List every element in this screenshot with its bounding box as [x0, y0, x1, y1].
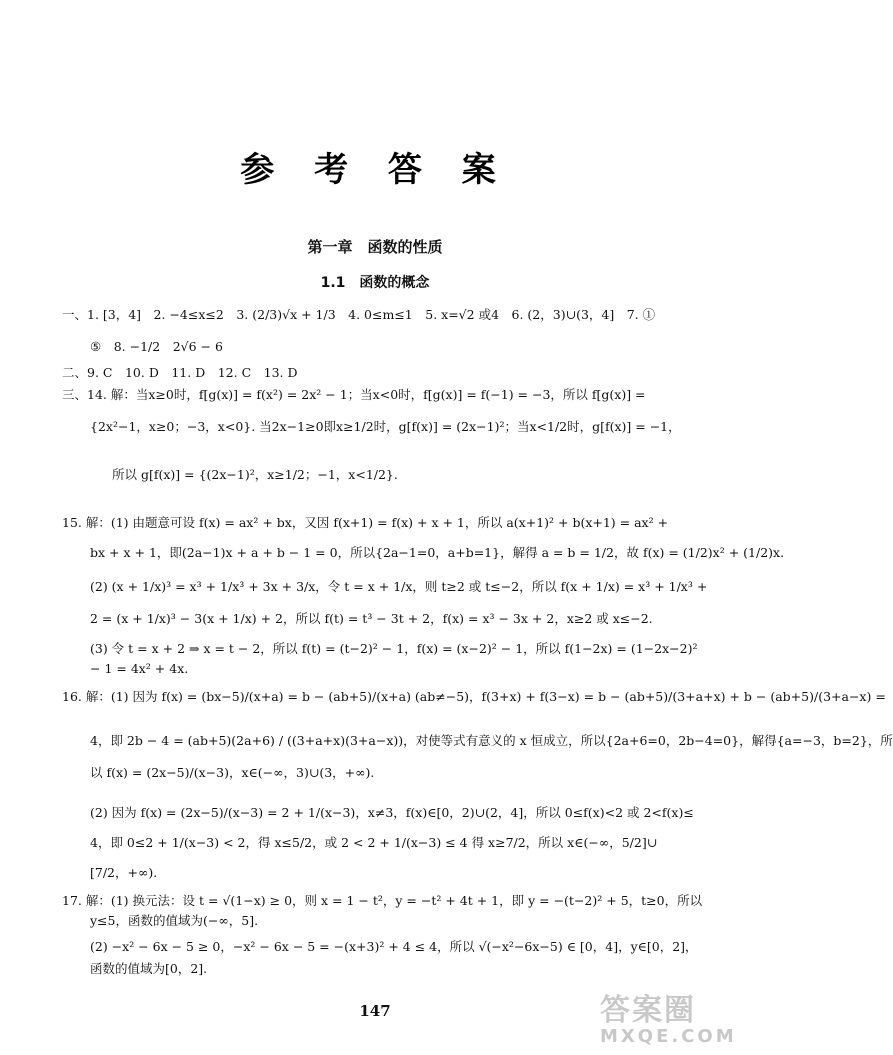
answer-line: 17. 解：(1) 换元法：设 t = √(1−x) ≥ 0，则 x = 1 − t²，y = −t² + 4t + 1，即 y = −(t−2)² + 5，t≥0，所以 [62, 893, 703, 908]
answer-line: (3) 令 t = x + 2 ⇒ x = t − 2，所以 f(t) = (t−2)² − 1，f(x) = (x−2)² − 1，所以 f(1−2x) = (1−2x−2)² [90, 641, 698, 656]
answer-line: 2 = (x + 1/x)³ − 3(x + 1/x) + 2，所以 f(t) = t³ − 3t + 2，f(x) = x³ − 3x + 2，x≥2 或 x≤−2. [90, 611, 653, 626]
answer-line: 4，即 0≤2 + 1/(x−3) < 2，得 x≤5/2，或 2 < 2 + 1/(x−3) ≤ 4 得 x≥7/2，所以 x∈(−∞，5/2]∪ [90, 835, 658, 850]
answer-line: 函数的值域为[0，2]. [90, 961, 208, 976]
answer-line: (2) 因为 f(x) = (2x−5)/(x−3) = 2 + 1/(x−3)，x≠3，f(x)∈[0，2)∪(2，4]，所以 0≤f(x)<2 或 2<f(x)≤ [90, 805, 694, 820]
answer-line: (2) −x² − 6x − 5 ≥ 0，−x² − 6x − 5 = −(x+3)² + 4 ≤ 4，所以 √(−x²−6x−5) ∈ [0，4]，y∈[0，2]， [90, 939, 698, 954]
answer-line: ⑤ 8. −1/2 2√6 − 6 [90, 339, 223, 354]
answer-line: {2x²−1，x≥0；−3，x<0}. 当2x−1≥0即x≥1/2时，g[f(x)] = (2x−1)²；当x<1/2时，g[f(x)] = −1， [90, 419, 681, 434]
answer-line: 15. 解：(1) 由题意可设 f(x) = ax² + bx，又因 f(x+1) = f(x) + x + 1，所以 a(x+1)² + b(x+1) = ax² + [62, 515, 669, 530]
answer-line: (2) (x + 1/x)³ = x³ + 1/x³ + 3x + 3/x，令 t = x + 1/x，则 t≥2 或 t≤−2，所以 f(x + 1/x) = x³ + 1/x³ + [90, 579, 708, 594]
answer-line: 4，即 2b − 4 = (ab+5)(2a+6) / ((3+a+x)(3+a−x))，对使等式有意义的 x 恒成立，所以{2a+6=0，2b−4=0}，解得{a=−3，b=2}，所 [90, 733, 893, 748]
answer-line: 16. 解：(1) 因为 f(x) = (bx−5)/(x+a) = b − (ab+5)/(x+a) (ab≠−5)，f(3+x) + f(3−x) = b − (ab+5)/(3+a+x) + b − (ab+5)/(3+a−x) = [62, 689, 886, 704]
answer-line: 三、14. 解：当x≥0时，f[g(x)] = f(x²) = 2x² − 1；当x<0时，f[g(x)] = f(−1) = −3，所以 f[g(x)] = [62, 387, 646, 402]
answer-line: 一、1. [3，4] 2. −4≤x≤2 3. (2/3)√x + 1/3 4. 0≤m≤1 5. x=√2 或4 6. (2，3)∪(3，4] 7. ① [62, 307, 656, 322]
watermark-logo [600, 995, 740, 1050]
page-title: 参 考 答 案 [240, 150, 510, 190]
chapter-heading: 第一章 函数的性质 [307, 238, 443, 256]
watermark-url: MXQE.COM [600, 1026, 737, 1047]
answer-line: − 1 = 4x² + 4x. [90, 661, 189, 676]
answer-line: 二、9. C 10. D 11. D 12. C 13. D [62, 365, 298, 380]
section-heading: 1.1 函数的概念 [320, 275, 430, 291]
answer-line: bx + x + 1，即(2a−1)x + a + b − 1 = 0，所以{2a−1=0，a+b=1}，解得 a = b = 1/2，故 f(x) = (1/2)x² + (1/2)x. [90, 545, 785, 560]
answer-line: [7/2，+∞). [90, 865, 158, 880]
page-number: 147 [359, 1002, 391, 1020]
watermark-text: 答案圈 [600, 993, 696, 1028]
answer-line: y≤5，函数的值域为(−∞，5]. [90, 913, 259, 928]
answer-line: 所以 g[f(x)] = {(2x−1)²，x≥1/2；−1，x<1/2}. [112, 467, 398, 482]
answer-line: 以 f(x) = (2x−5)/(x−3)，x∈(−∞，3)∪(3，+∞). [90, 765, 375, 780]
